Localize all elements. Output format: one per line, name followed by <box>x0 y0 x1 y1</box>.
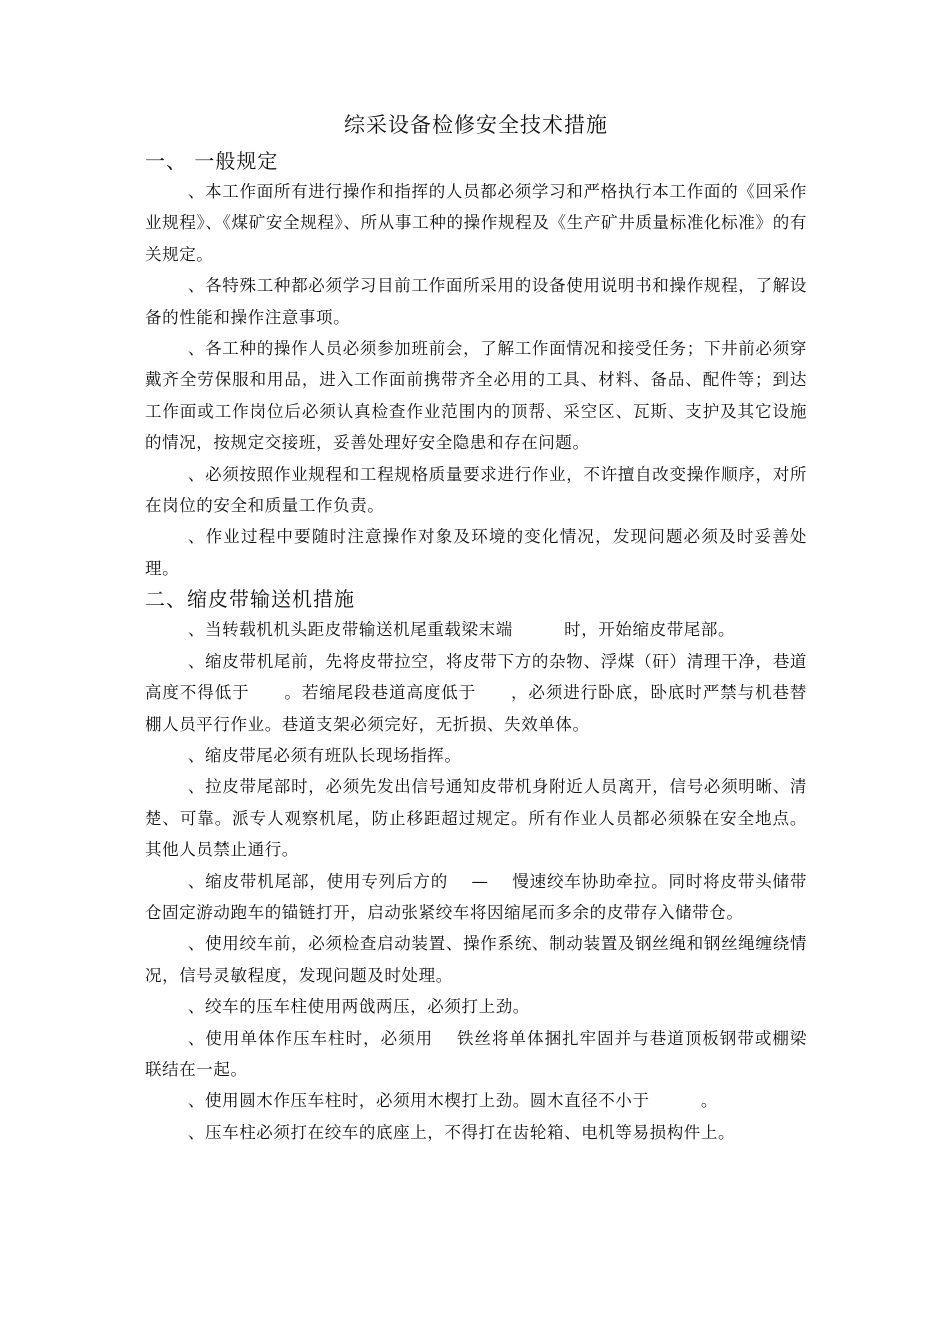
paragraph: 、绞车的压车柱使用两戗两压，必须打上劲。 <box>187 997 530 1017</box>
paragraph: 、必须按照作业规程和工程规格质量要求进行作业，不许擅自改变操作顺序，对所在岗位的安全和质量工作负责。 <box>145 464 807 516</box>
document-title: 综采设备检修安全技术措施 <box>344 113 608 137</box>
paragraph: 、使用圆木作压车柱时，必须用木楔打上劲。圆木直径不小于 。 <box>187 1091 718 1111</box>
paragraph: 、各特殊工种都必须学习目前工作面所采用的设备使用说明书和操作规程，了解设备的性能和操作注意事项。 <box>145 276 807 327</box>
document-page <box>145 110 807 1148</box>
section-belt-conveyor <box>145 584 807 1148</box>
paragraph: 、缩皮带尾必须有班队长现场指挥。 <box>187 745 462 765</box>
section-heading: 一、 一般规定 <box>145 149 279 173</box>
section-heading: 二、缩皮带输送机措施 <box>145 587 355 612</box>
paragraph: 、拉皮带尾部时，必须先发出信号通知皮带机身附近人员离开，信号必须明晰、清楚、可靠。派专人观察机尾，防止移距超过规定。所有作业人员都必须躲在安全地点。其他人员禁止通行。 <box>145 777 807 860</box>
paragraph: 、使用绞车前，必须检查启动装置、操作系统、制动装置及钢丝绳和钢丝绳缠绕情况，信号灵敏程度，发现问题及时处理。 <box>145 934 807 985</box>
paragraph: 、本工作面所有进行操作和指挥的人员都必须学习和严格执行本工作面的《回采作业规程》、《煤矿安全规程》、所从事工种的操作规程及《生产矿井质量标准化标准》的有关规定。 <box>145 182 807 264</box>
paragraph: 、作业过程中要随时注意操作对象及环境的变化情况，发现问题必须及时妥善处理。 <box>145 527 807 578</box>
paragraph: 、各工种的操作人员必须参加班前会，了解工作面情况和接受任务；下井前必须穿戴齐全劳保服和用品，进入工作面前携带齐全必用的工具、材料、备品、配件等；到达工作面或工作岗位后必须认真检查作业范围内的顶帮、采空区、瓦斯、支护及其它设施的情况，按规定交接班，妥善处理好安全隐患和存在问题。 <box>145 339 807 453</box>
section-general-rules <box>145 146 807 584</box>
paragraph: 、缩皮带机尾部，使用专列后方的 — 慢速绞车协助牵拉。同时将皮带头储带仓固定游动跑车的锚链打开，启动张紧绞车将因缩尾而多余的皮带存入储带仓。 <box>145 871 807 922</box>
paragraph: 、缩皮带机尾前，先将皮带拉空，将皮带下方的杂物、浮煤（矸）清理干净，巷道高度不得低于 。若缩尾段巷道高度低于 ，必须进行卧底，卧底时严禁与机巷替棚人员平行作业。巷道支架必须完好，无折损、失效单体。 <box>145 651 807 734</box>
paragraph: 、当转载机机头距皮带输送机尾重载梁末端 时，开始缩皮带尾部。 <box>187 620 736 640</box>
paragraph: 、使用单体作压车柱时，必须用 铁丝将单体捆扎牢固并与巷道顶板钢带或棚梁联结在一起。 <box>145 1028 807 1079</box>
paragraph: 、压车柱必须打在绞车的底座上，不得打在齿轮箱、电机等易损构件上。 <box>187 1122 736 1142</box>
